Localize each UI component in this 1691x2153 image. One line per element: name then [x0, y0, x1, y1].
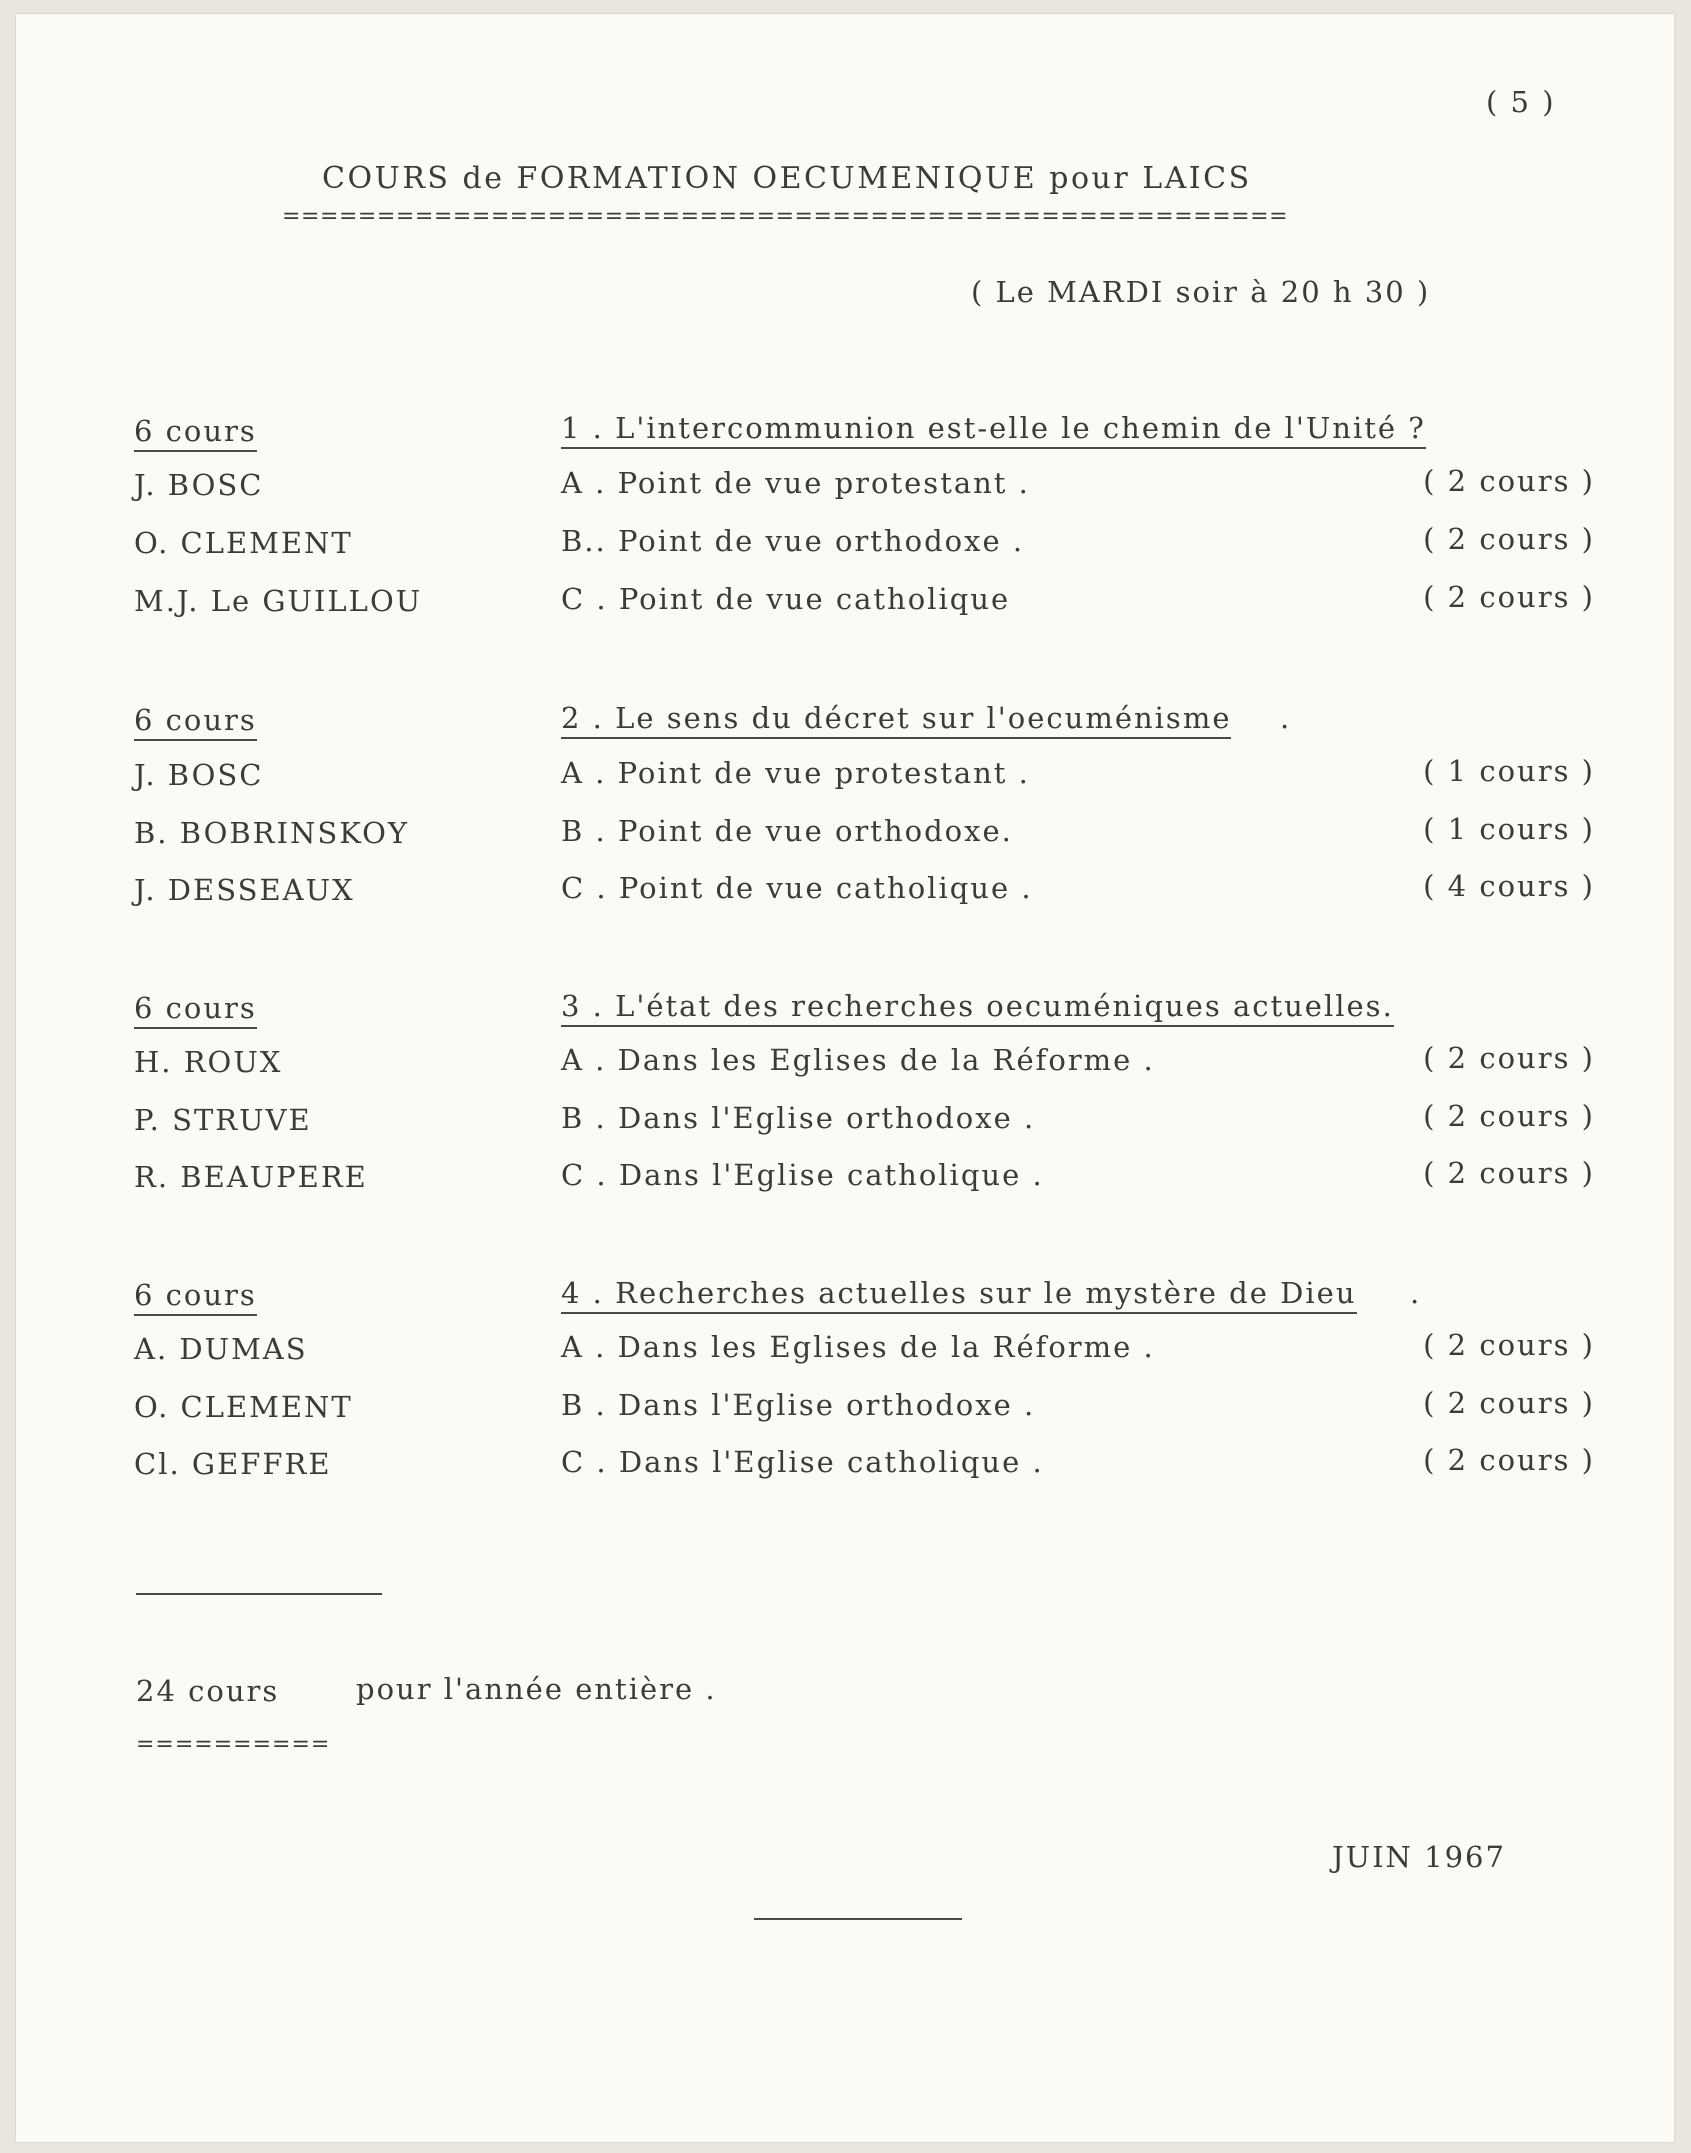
- title-double-underline: =====================================================: [282, 204, 1289, 229]
- schedule-note: ( Le MARDI soir à 20 h 30 ): [971, 275, 1431, 309]
- section-4-row-3-item: C . Dans l'Eglise catholique .: [561, 1445, 1044, 1479]
- section-3-row-1-item: A . Dans les Eglises de la Réforme .: [561, 1043, 1155, 1077]
- section-3-row-2-courses: ( 2 cours ): [1423, 1099, 1595, 1133]
- section-4-row-2-speaker: O. CLEMENT: [134, 1390, 353, 1424]
- section-2-row-3-speaker: J. DESSEAUX: [134, 873, 355, 907]
- section-1-row-3-courses: ( 2 cours ): [1423, 580, 1595, 614]
- section-4-row-1-item: A . Dans les Eglises de la Réforme .: [561, 1330, 1155, 1364]
- total-label: pour l'année entière .: [356, 1672, 717, 1706]
- section-1-heading: 1 . L'intercommunion est-elle le chemin de l'Unité ?: [561, 414, 1426, 449]
- section-4-row-3-speaker: Cl. GEFFRE: [134, 1447, 332, 1481]
- section-1-row-1-speaker: J. BOSC: [134, 468, 264, 502]
- section-1-count: 6 cours: [134, 417, 257, 452]
- section-2-row-1-speaker: J. BOSC: [134, 758, 264, 792]
- section-1-row-1-item: A . Point de vue protestant .: [561, 466, 1030, 500]
- section-1-row-3-speaker: M.J. Le GUILLOU: [134, 584, 423, 618]
- section-3-row-3-courses: ( 2 cours ): [1423, 1156, 1595, 1190]
- section-4-row-1-speaker: A. DUMAS: [134, 1332, 308, 1366]
- section-4-row-1-courses: ( 2 cours ): [1423, 1328, 1595, 1362]
- section-1-row-2-speaker: O. CLEMENT: [134, 526, 353, 560]
- section-4-row-2-courses: ( 2 cours ): [1423, 1386, 1595, 1420]
- section-3-row-2-speaker: P. STRUVE: [134, 1103, 312, 1137]
- total-double-underline: ==========: [136, 1732, 331, 1757]
- section-3-row-3-item: C . Dans l'Eglise catholique .: [561, 1158, 1044, 1192]
- document-page: [16, 14, 1674, 2142]
- section-4-count: 6 cours: [134, 1281, 257, 1316]
- closing-rule: [754, 1918, 962, 1920]
- section-3-row-3-speaker: R. BEAUPERE: [134, 1160, 368, 1194]
- section-4-heading-tail: .: [1410, 1276, 1422, 1310]
- section-3-row-1-courses: ( 2 cours ): [1423, 1041, 1595, 1075]
- section-2-count: 6 cours: [134, 706, 257, 741]
- section-3-row-2-item: B . Dans l'Eglise orthodoxe .: [561, 1101, 1036, 1135]
- section-2-row-1-item: A . Point de vue protestant .: [561, 756, 1030, 790]
- section-1-row-3-item: C . Point de vue catholique: [561, 582, 1011, 616]
- section-3-heading: 3 . L'état des recherches oecuméniques actuelles.: [561, 992, 1394, 1027]
- total-rule: [136, 1593, 382, 1595]
- section-2-row-3-item: C . Point de vue catholique .: [561, 871, 1033, 905]
- section-4-heading: 4 . Recherches actuelles sur le mystère de Dieu: [561, 1279, 1357, 1314]
- document-date: JUIN 1967: [1332, 1840, 1506, 1874]
- section-4-row-3-courses: ( 2 cours ): [1423, 1443, 1595, 1477]
- section-2-row-2-item: B . Point de vue orthodoxe.: [561, 814, 1013, 848]
- section-2-heading-tail: .: [1280, 701, 1292, 735]
- section-1-row-2-item: B.. Point de vue orthodoxe .: [561, 524, 1025, 558]
- section-1-row-2-courses: ( 2 cours ): [1423, 522, 1595, 556]
- section-2-row-1-courses: ( 1 cours ): [1423, 754, 1595, 788]
- section-4-row-2-item: B . Dans l'Eglise orthodoxe .: [561, 1388, 1036, 1422]
- section-3-row-1-speaker: H. ROUX: [134, 1045, 283, 1079]
- page-title: COURS de FORMATION OECUMENIQUE pour LAICS: [322, 161, 1252, 196]
- section-2-row-2-courses: ( 1 cours ): [1423, 812, 1595, 846]
- section-2-row-3-courses: ( 4 cours ): [1423, 869, 1595, 903]
- section-3-count: 6 cours: [134, 994, 257, 1029]
- page-number: ( 5 ): [1486, 85, 1556, 119]
- total-count: 24 cours: [136, 1674, 280, 1708]
- section-2-heading: 2 . Le sens du décret sur l'oecuménisme: [561, 704, 1231, 739]
- section-1-row-1-courses: ( 2 cours ): [1423, 464, 1595, 498]
- section-2-row-2-speaker: B. BOBRINSKOY: [134, 816, 410, 850]
